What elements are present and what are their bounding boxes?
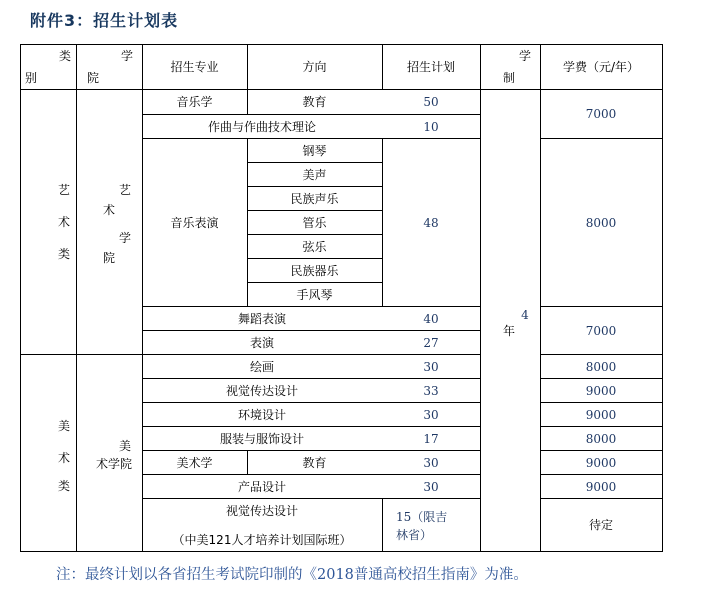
header-category-bottom: 别 <box>24 71 37 85</box>
major-composition: 作曲与作曲技术理论 <box>207 119 316 134</box>
direction-piano: 钢琴 <box>302 143 327 158</box>
plan-acting: 27 <box>423 335 439 350</box>
major-dance: 舞蹈表演 <box>237 311 286 326</box>
major-painting: 绘画 <box>249 359 274 374</box>
plan-environment-design: 30 <box>423 407 439 422</box>
fee-fashion-design: 8000 <box>585 431 617 446</box>
table-line <box>382 498 383 552</box>
plan-performance: 48 <box>423 215 439 230</box>
system-years: 4 <box>521 308 529 322</box>
plan-visual-design: 33 <box>423 383 439 398</box>
major-fashion-design: 服装与服饰设计 <box>219 431 304 446</box>
category-fineart-1: 美 <box>57 419 70 433</box>
plan-fine-art: 30 <box>423 455 439 470</box>
header-college-bottom: 院 <box>86 71 99 85</box>
major-fine-art: 美术学 <box>176 455 213 470</box>
fee-performance: 8000 <box>585 215 617 230</box>
direction-winds: 管乐 <box>302 215 327 230</box>
category-art-2: 术 <box>57 215 70 229</box>
plan-composition: 10 <box>423 119 439 134</box>
plan-intl-class-line2: 林省） <box>396 528 433 542</box>
category-fineart-2: 术 <box>57 451 70 465</box>
category-art-1: 艺 <box>57 183 70 197</box>
direction-strings: 弦乐 <box>302 239 327 254</box>
college-art-3: 学 <box>118 231 131 245</box>
category-fineart-3: 类 <box>57 479 70 493</box>
plan-fashion-design: 17 <box>423 431 439 446</box>
header-system-top: 学 <box>518 49 531 63</box>
fee-product-design: 9000 <box>585 479 617 494</box>
major-intl-class-line1: 视觉传达设计 <box>225 504 298 518</box>
system-unit: 年 <box>502 324 515 338</box>
plan-dance: 40 <box>423 311 439 326</box>
fee-music-composition: 7000 <box>585 107 617 121</box>
direction-folk-vocal: 民族声乐 <box>290 191 339 206</box>
header-category-top: 类 <box>58 49 71 63</box>
direction-folk-instruments: 民族器乐 <box>290 263 339 278</box>
table-line <box>142 498 480 499</box>
document-title: 附件3：招生计划表 <box>30 11 179 30</box>
plan-intl-class-line1: 15（限吉 <box>396 510 448 524</box>
category-art-3: 类 <box>57 247 70 261</box>
table-line <box>662 44 663 552</box>
fee-fine-art: 9000 <box>585 455 617 470</box>
header-system-bottom: 制 <box>502 71 515 85</box>
major-visual-design: 视觉传达设计 <box>225 383 298 398</box>
header-direction: 方向 <box>302 60 327 74</box>
footnote: 注：最终计划以各省招生考试院印制的《2018普通高校招生指南》为准。 <box>56 567 528 583</box>
table-line <box>480 44 481 552</box>
header-fee: 学费（元/年） <box>562 60 640 74</box>
header-major: 招生专业 <box>170 60 219 74</box>
fee-visual-design: 9000 <box>585 383 617 398</box>
header-college-top: 学 <box>120 49 133 63</box>
major-product-design: 产品设计 <box>237 479 286 494</box>
fee-dance-acting: 7000 <box>585 323 617 338</box>
major-performance: 音乐表演 <box>170 215 219 230</box>
direction-accordion: 手风琴 <box>296 287 333 302</box>
college-fine-1: 美 <box>118 439 131 453</box>
college-art-4: 院 <box>102 251 115 265</box>
major-acting: 表演 <box>249 335 274 350</box>
fee-environment-design: 9000 <box>585 407 617 422</box>
table-line <box>20 551 663 552</box>
plan-product-design: 30 <box>423 479 439 494</box>
direction-music: 教育 <box>302 95 327 109</box>
table-line <box>76 44 77 552</box>
major-music: 音乐学 <box>176 95 213 109</box>
header-plan: 招生计划 <box>406 60 455 74</box>
college-fine-2: 术学院 <box>95 457 132 471</box>
major-intl-class-line2: （中美121人才培养计划国际班） <box>172 533 352 547</box>
direction-bel-canto: 美声 <box>302 167 327 182</box>
table-line <box>20 44 21 552</box>
direction-fine-art: 教育 <box>302 455 327 470</box>
plan-painting: 30 <box>423 359 439 374</box>
major-environment-design: 环境设计 <box>237 407 286 422</box>
plan-music: 50 <box>423 95 439 109</box>
college-art-1: 艺 <box>118 183 131 197</box>
fee-intl-class: 待定 <box>588 518 613 532</box>
fee-painting: 8000 <box>585 359 617 374</box>
college-art-2: 术 <box>102 203 115 217</box>
